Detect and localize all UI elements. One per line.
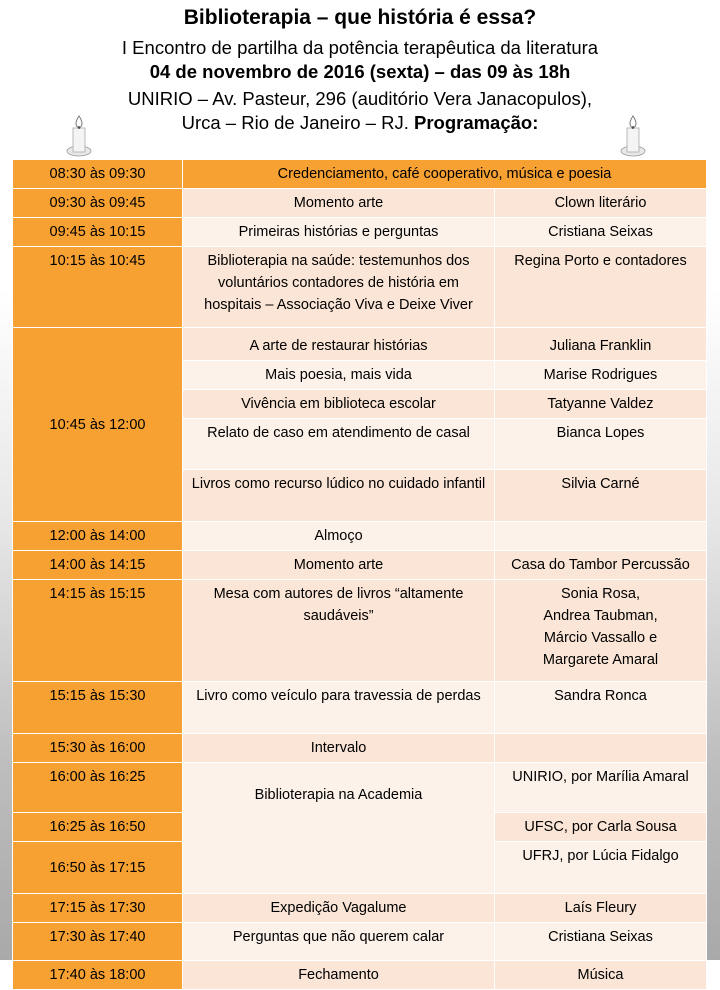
activity-cell: Vivência em biblioteca escolar	[183, 390, 495, 419]
activity-cell: Almoço	[183, 522, 495, 551]
time-cell: 12:00 às 14:00	[13, 522, 183, 551]
activity-cell: Livro como veículo para travessia de perdas	[183, 682, 495, 734]
speaker-cell: UNIRIO, por Marília Amaral	[495, 763, 707, 813]
speaker-cell	[495, 734, 707, 763]
time-cell: 09:45 às 10:15	[13, 218, 183, 247]
time-cell: 15:30 às 16:00	[13, 734, 183, 763]
candle-right-icon	[620, 114, 646, 158]
table-row	[13, 247, 707, 328]
speaker-cell: Juliana Franklin	[495, 328, 707, 361]
speaker-cell: UFSC, por Carla Sousa	[495, 813, 707, 842]
activity-cell: Perguntas que não querem calar	[183, 923, 495, 961]
table-row	[13, 580, 707, 682]
table-row	[13, 923, 707, 961]
table-row	[13, 551, 707, 580]
speaker-cell	[495, 580, 707, 682]
speaker-cell: Clown literário	[495, 189, 707, 218]
address-line-1: UNIRIO – Av. Pasteur, 296 (auditório Vera Janacopulos),	[127, 88, 593, 109]
table-row	[13, 894, 707, 923]
activity-cell: Relato de caso em atendimento de casal	[183, 419, 495, 470]
time-cell: 17:40 às 18:00	[13, 961, 183, 990]
time-cell: 17:15 às 17:30	[13, 894, 183, 923]
activity-cell: Intervalo	[183, 734, 495, 763]
speaker-cell: Regina Porto e contadores	[495, 247, 707, 328]
activity-cell: Fechamento	[183, 961, 495, 990]
address-city: Urca – Rio de Janeiro – RJ.	[181, 112, 409, 133]
time-cell: 16:50 às 17:15	[13, 842, 183, 894]
activity-cell: Mesa com autores de livros “altamente saudáveis”	[183, 580, 495, 682]
date-line: 04 de novembro de 2016 (sexta) – das 09 às 18h	[149, 61, 571, 82]
time-cell: 16:00 às 16:25	[13, 763, 183, 813]
speaker-cell: Sandra Ronca	[495, 682, 707, 734]
subtitle: I Encontro de partilha da potência terapêutica da literatura	[121, 37, 599, 58]
activity-cell: Credenciamento, café cooperativo, música e poesia	[183, 160, 707, 189]
table-row	[13, 328, 707, 361]
activity-cell: Momento arte	[183, 189, 495, 218]
speaker-cell: Cristiana Seixas	[495, 218, 707, 247]
time-cell: 08:30 às 09:30	[13, 160, 183, 189]
speaker-cell: Tatyanne Valdez	[495, 390, 707, 419]
speaker-cell: Silvia Carné	[495, 470, 707, 522]
speaker-cell: Bianca Lopes	[495, 419, 707, 470]
schedule-table	[12, 159, 707, 990]
speaker-name: Margarete Amaral	[542, 652, 659, 668]
table-row	[13, 763, 707, 813]
programacao-label: Programação:	[413, 112, 539, 133]
time-cell: 17:30 às 17:40	[13, 923, 183, 961]
time-cell: 14:15 às 15:15	[13, 580, 183, 682]
speaker-cell: Música	[495, 961, 707, 990]
speaker-cell: UFRJ, por Lúcia Fidalgo	[495, 842, 707, 894]
time-cell: 10:15 às 10:45	[13, 247, 183, 328]
time-cell: 16:25 às 16:50	[13, 813, 183, 842]
candle-left-icon	[66, 114, 92, 158]
speaker-cell: Laís Fleury	[495, 894, 707, 923]
activity-cell: Biblioterapia na Academia	[183, 763, 495, 894]
activity-cell: Livros como recurso lúdico no cuidado infantil	[183, 470, 495, 522]
speaker-cell	[495, 522, 707, 551]
speaker-name: Márcio Vassallo e	[543, 630, 658, 646]
time-cell: 14:00 às 14:15	[13, 551, 183, 580]
activity-cell: A arte de restaurar histórias	[183, 328, 495, 361]
page-title: Biblioterapia – que história é essa?	[183, 6, 537, 29]
speaker-name: Andrea Taubman,	[543, 608, 658, 624]
activity-cell: Mais poesia, mais vida	[183, 361, 495, 390]
table-row	[13, 189, 707, 218]
table-row	[13, 160, 707, 189]
table-row	[13, 522, 707, 551]
speaker-cell: Cristiana Seixas	[495, 923, 707, 961]
table-row	[13, 218, 707, 247]
time-cell: 10:45 às 12:00	[13, 328, 183, 522]
activity-cell: Primeiras histórias e perguntas	[183, 218, 495, 247]
activity-cell: Biblioterapia na saúde: testemunhos dos voluntários contadores de história em hospitais – Associação Viva e Deixe Viver	[183, 247, 495, 328]
time-cell: 09:30 às 09:45	[13, 189, 183, 218]
address-line-2	[0, 112, 720, 134]
table-row	[13, 682, 707, 734]
speaker-cell: Casa do Tambor Percussão	[495, 551, 707, 580]
time-cell: 15:15 às 15:30	[13, 682, 183, 734]
activity-cell: Momento arte	[183, 551, 495, 580]
table-row	[13, 961, 707, 990]
speaker-cell: Marise Rodrigues	[495, 361, 707, 390]
speaker-name: Sonia Rosa,	[561, 586, 640, 602]
activity-cell: Expedição Vagalume	[183, 894, 495, 923]
table-row	[13, 734, 707, 763]
